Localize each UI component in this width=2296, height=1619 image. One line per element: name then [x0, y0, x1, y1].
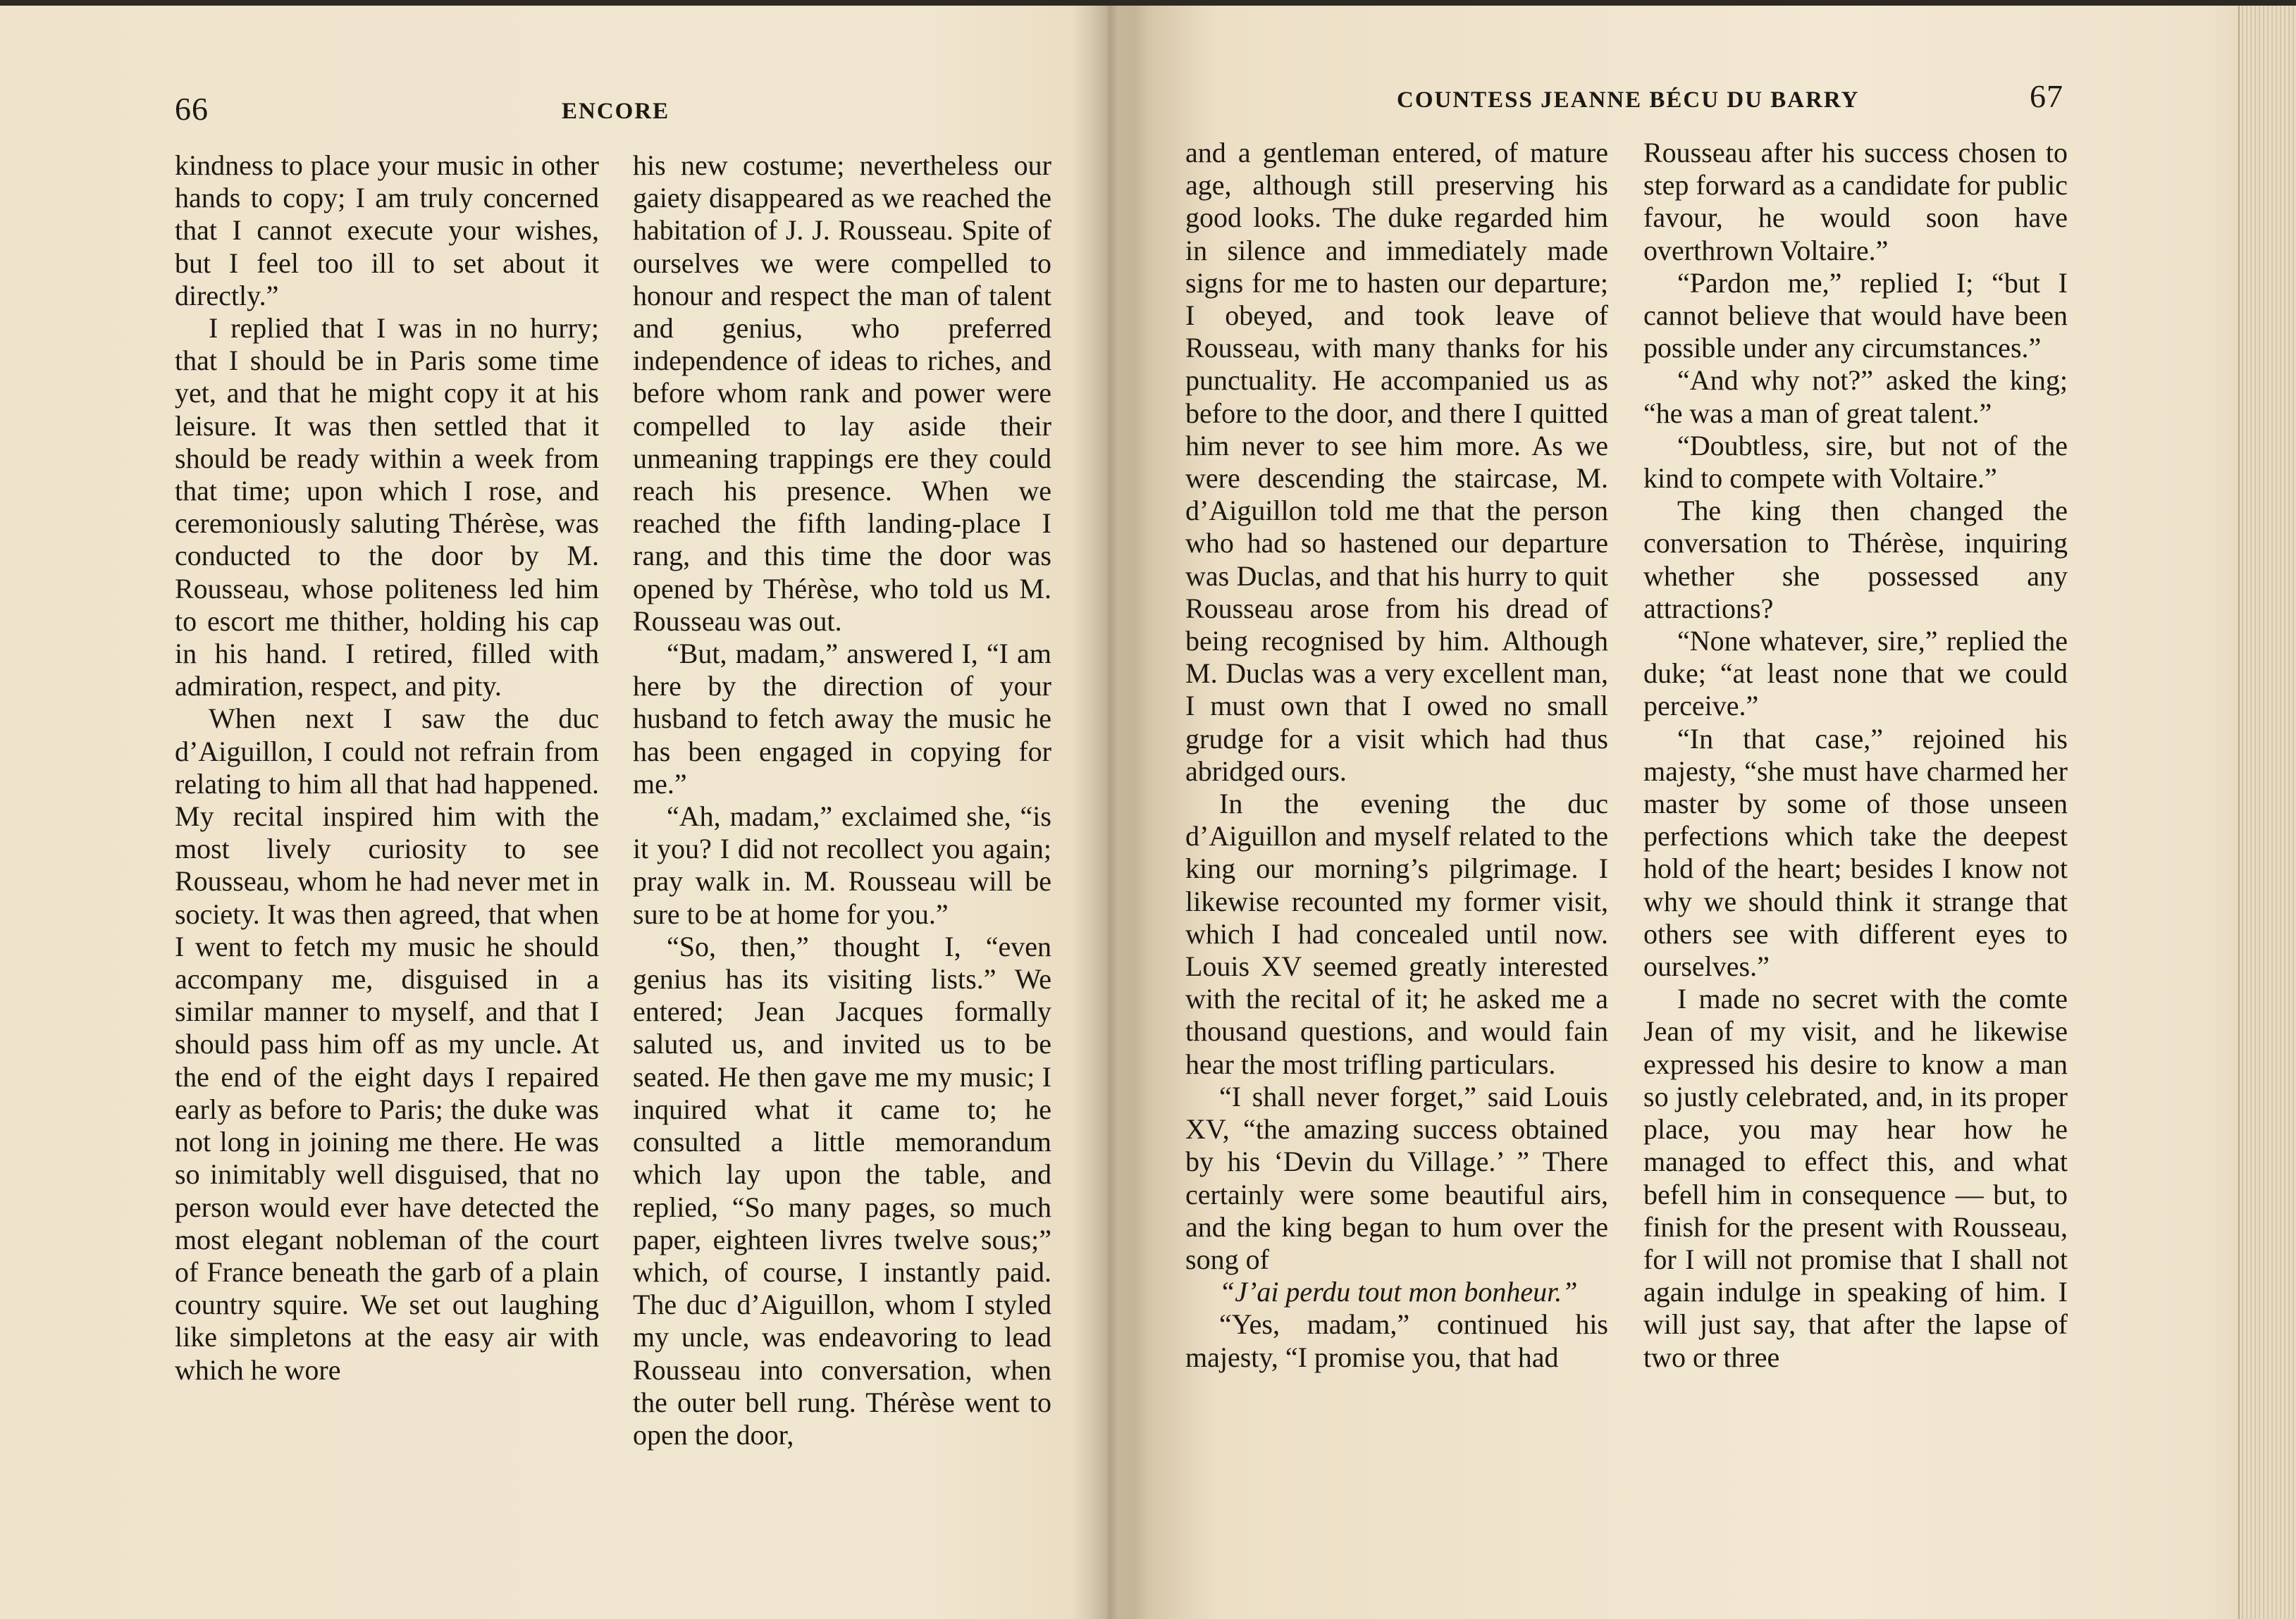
- left-page-column-2: [633, 149, 1051, 1451]
- paragraph: “In that case,” rejoined his majesty, “she must have charmed her master by some of those unseen perfections which take the deepest hold of the heart; besides I know not why we should think it strange that others see with different eyes to ourselves.”: [1643, 722, 2068, 983]
- right-page: [1128, 0, 2241, 1619]
- paragraph: I replied that I was in no hurry; that I should be in Paris some time yet, and that he might copy it at his leisure. It was then settled that it should be ready within a week from that time; upon which I rose, and ceremoniously saluting Thérèse, was conducted to the door by M. Rousseau, whose politeness led him to escort me thither, holding his cap in his hand. I retired, filled with admiration, respect, and pity.: [175, 312, 599, 702]
- paragraph: I made no secret with the comte Jean of my visit, and he likewise expressed his desire to know a man so justly celebrated, and, in its proper place, you may hear how he managed to effect this, and what befell him in consequence — but, to finish for the present with Rousseau, for I will not promise that I shall not again indulge in speaking of him. I will just say, that after the lapse of two or three: [1643, 983, 2068, 1373]
- left-page-column-1: [175, 149, 599, 1387]
- paragraph: and a gentleman entered, of mature age, although still preserving his good looks. The duke regarded him in silence and immediately made signs for me to hasten our departure; I obeyed, and took leave of Rousseau, with many thanks for his punctuality. He accompanied us as before to the door, and there I quitted him never to see him more. As we were descending the staircase, M. d’Aiguillon told me that the person who had so hastened our departure was Duclas, and that his hurry to quit Rousseau arose from his dread of being recognised by him. Although M. Duclas was a very excellent man, I must own that I owed no small grudge for a visit which had thus abridged ours.: [1185, 137, 1608, 787]
- running-head-left: ENCORE: [562, 99, 670, 124]
- paragraph: When next I saw the duc d’Aiguillon, I could not refrain from relating to him all that had happened. My recital inspired him with the most lively curiosity to see Rousseau, whom he had never met in society. It was then agreed, that when I went to fetch my music he should accompany me, disguised in a similar manner to myself, and that I should pass him off as my uncle. At the end of the eight days I repaired early as before to Paris; the duke was not long in joining me there. He was so inimitably well disguised, that no person would ever have detected the most elegant nobleman of the court of France beneath the garb of a plain country squire. We set out laughing like simpletons at the easy air with which he wore: [175, 702, 599, 1386]
- song-title: “J’ai perdu tout mon bonheur.”: [1219, 1276, 1578, 1308]
- paragraph: “Yes, madam,” continued his majesty, “I promise you, that had: [1185, 1308, 1608, 1373]
- left-page: [0, 0, 1099, 1619]
- paragraph: In the evening the duc d’Aiguillon and myself related to the king our morning’s pilgrimage. I likewise recounted my former visit, which I had concealed until now. Louis XV seemed greatly interested with the recital of it; he asked me a thousand questions, and would fain hear the most trifling particulars.: [1185, 788, 1608, 1080]
- paragraph: The king then changed the conversation to Thérèse, inquiring whether she possessed any attractions?: [1643, 495, 2068, 624]
- page-number-right: 67: [2030, 78, 2063, 114]
- paragraph: “But, madam,” answered I, “I am here by the direction of your husband to fetch away the music he has been engaged in copying for me.”: [633, 638, 1051, 800]
- paragraph: “I shall never forget,” said Louis XV, “the amazing success obtained by his ‘Devin du Village.’ ” There certainly were some beautiful airs, and the king began to hum over the song of: [1185, 1080, 1608, 1275]
- paragraph: “So, then,” thought I, “even genius has its visiting lists.” We entered; Jean Jacques formally saluted us, and invited us to be seated. He then gave me my music; I inquired what it came to; he consulted a little memorandum which lay upon the table, and replied, “So many pages, so much paper, eighteen livres twelve sous;” which, of course, I instantly paid. The duc d’Aiguillon, whom I styled my uncle, was endeavoring to lead Rousseau into conversation, when the outer bell rung. Thérèse went to open the door,: [633, 930, 1051, 1451]
- paragraph: “Pardon me,” replied I; “but I cannot believe that would have been possible under any circumstances.”: [1643, 266, 2068, 364]
- running-head-right: COUNTESS JEANNE BÉCU DU BARRY: [1397, 87, 1860, 113]
- right-page-column-2: [1643, 137, 2068, 1374]
- paragraph: “Ah, madam,” exclaimed she, “is it you? I did not recollect you again; pray walk in. M. Rousseau will be sure to be at home for you.”: [633, 800, 1051, 930]
- paragraph: “Doubtless, sire, but not of the kind to compete with Voltaire.”: [1643, 429, 2068, 495]
- right-page-column-1: [1185, 137, 1608, 1374]
- paragraph: kindness to place your music in other hands to copy; I am truly concerned that I cannot execute your wishes, but I feel too ill to set about it directly.”: [175, 149, 599, 311]
- paragraph: Rousseau after his success chosen to step forward as a candidate for public favour, he would soon have overthrown Voltaire.”: [1643, 137, 2068, 266]
- paragraph: his new costume; nevertheless our gaiety disappeared as we reached the habitation of J. J. Rousseau. Spite of ourselves we were compelled to honour and respect the man of talent and genius, who preferred independence of ideas to riches, and before whom rank and power were compelled to lay aside their unmeaning trappings ere they could reach his presence. When we reached the fifth landing-place I rang, and this time the door was opened by Thérèse, who told us M. Rousseau was out.: [633, 149, 1051, 637]
- paragraph: “And why not?” asked the king; “he was a man of great talent.”: [1643, 364, 2068, 429]
- page-stack-edge: [2238, 6, 2296, 1619]
- paragraph: “None whatever, sire,” replied the duke; “at least none that we could perceive.”: [1643, 625, 2068, 722]
- page-number-left: 66: [175, 91, 209, 127]
